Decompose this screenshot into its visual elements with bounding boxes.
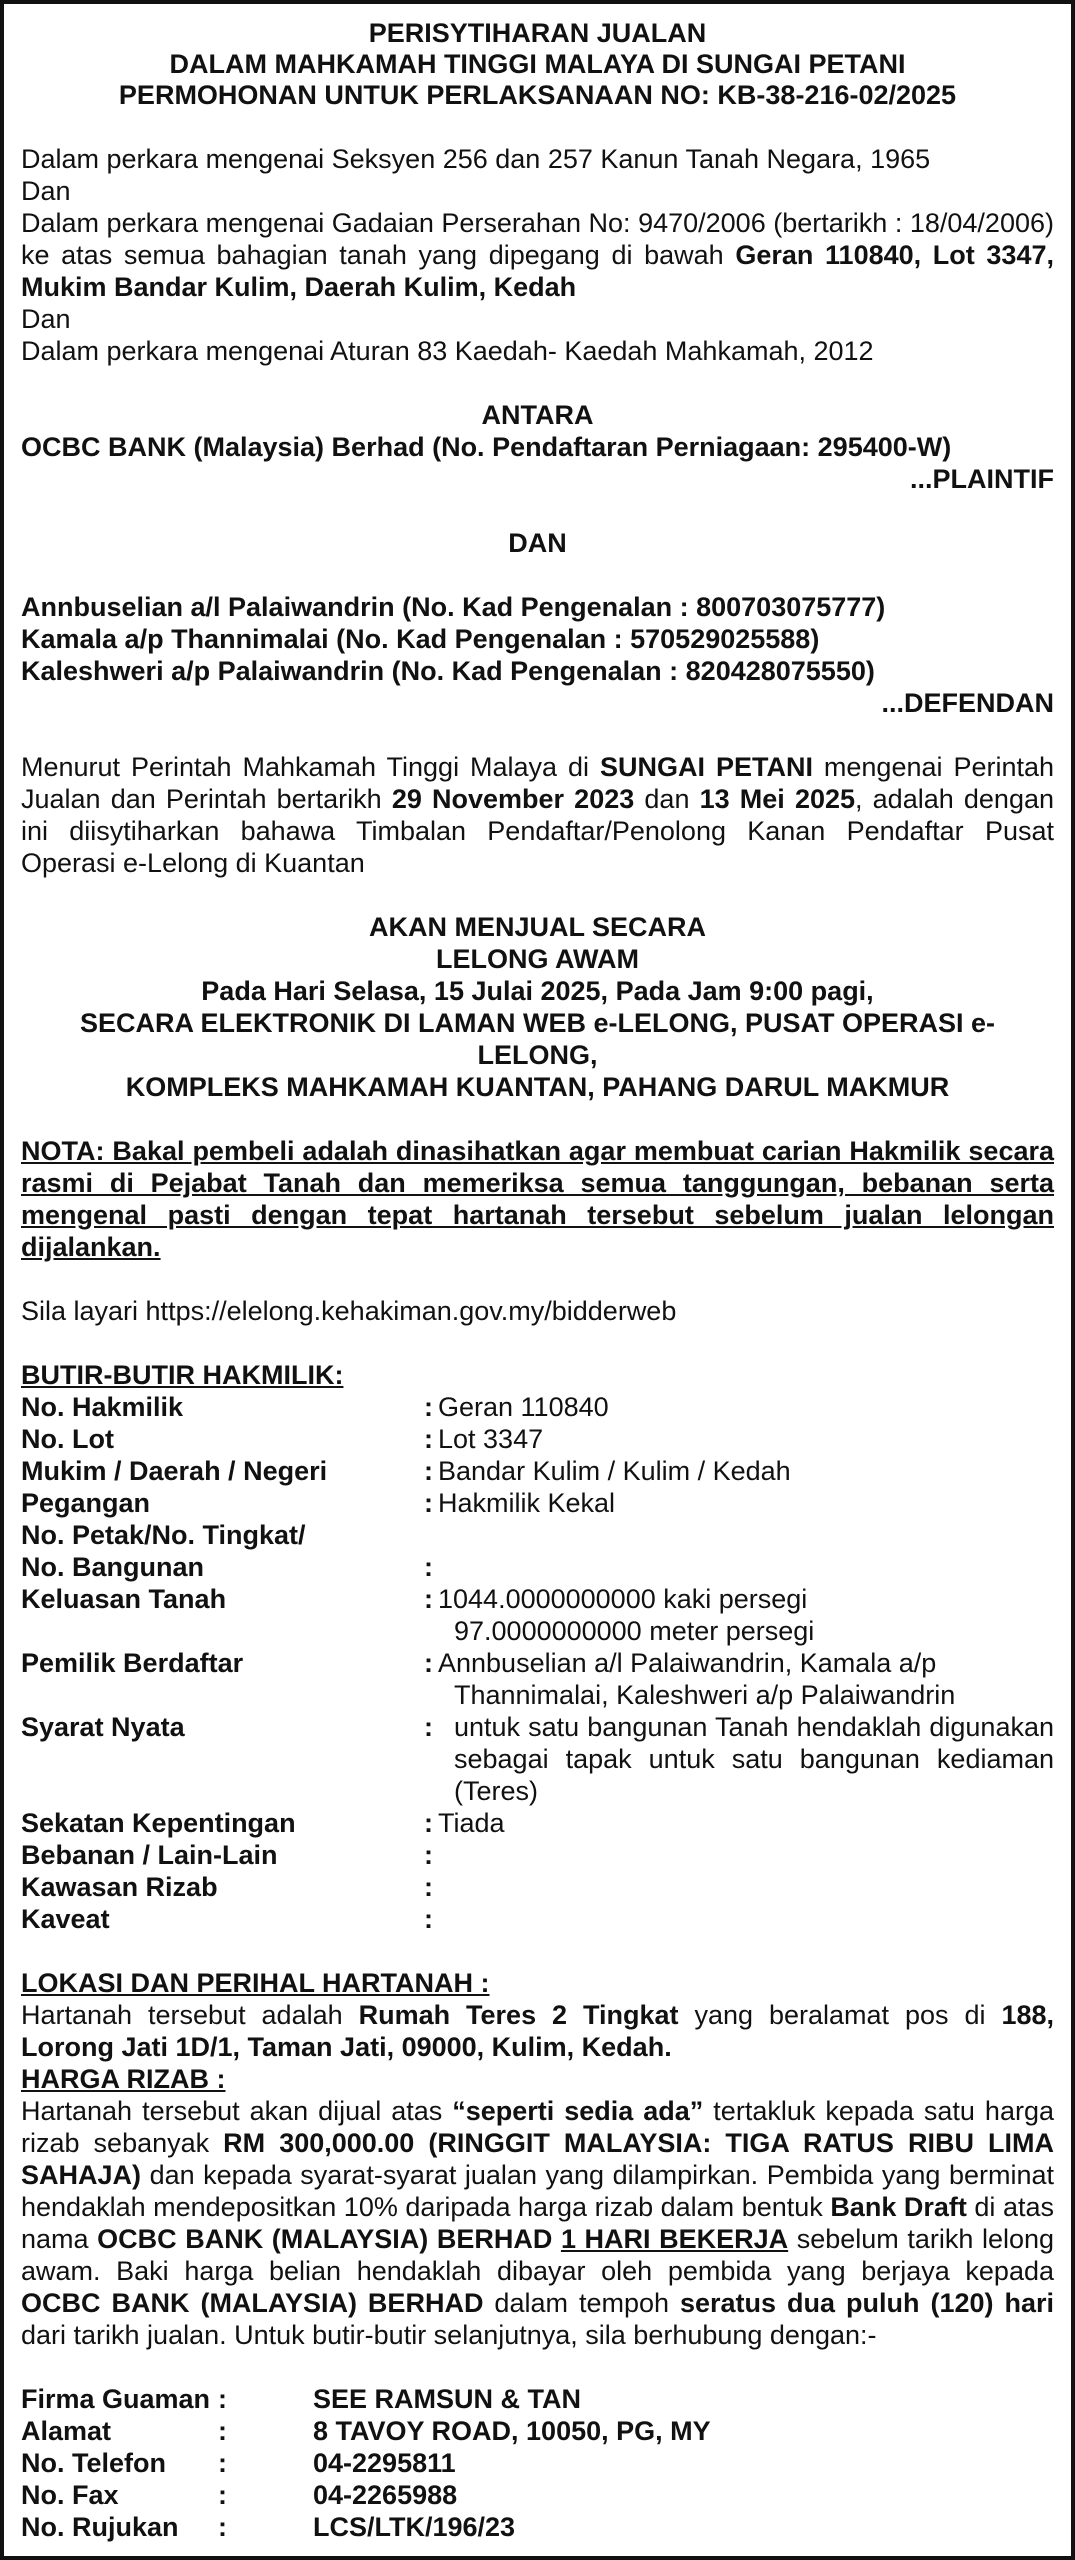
defendant-role: ...DEFENDAN: [881, 688, 1054, 718]
detail-row: Pegangan : Hakmilik Kekal: [21, 1488, 616, 1518]
detail-row: No. Hakmilik : Geran 110840: [21, 1392, 609, 1422]
detail-row: No. Bangunan :: [21, 1552, 433, 1582]
reserve-text: Hartanah tersebut akan dijual atas “seperti sedia ada” tertakluk kepada satu harga rizab sebanyak RM 300,000.00 (RINGGIT MALAYSIA: TIGA RATUS RIBU LIMA SAHAJA) dan kepada syarat-syarat jualan yang dilampirkan. Pembida yang berminat hendaklah mendepositkan 10% daripada harga rizab dalam bentuk Bank Draft di atas nama OCBC BANK (MALAYSIA) BERHAD 1 HARI BEKERJA sebelum tarikh lelong awam. Baki harga belian hendaklah dibayar oleh pembida yang berjaya kepada OCBC BANK (MALAYSIA) BERHAD dalam tempoh seratus dua puluh (120) hari dari tarikh jualan. Untuk butir-butir selanjutnya, sila berhubung dengan:-: [21, 2096, 1055, 2350]
plaintiff-role: ...PLAINTIF: [910, 464, 1054, 494]
header-line-2: DALAM MAHKAMAH TINGGI MALAYA DI SUNGAI PETANI: [169, 49, 906, 79]
order-paragraph: Menurut Perintah Mahkamah Tinggi Malaya di SUNGAI PETANI mengenai Perintah Jualan dan Perintah bertarikh 29 November 2023 dan 13 Mei 2025, adalah dengan ini diisytiharkan bahawa Timbalan Pendaftar/Penolong Kanan Pendaftar Pusat Operasi e-Lelong di Kuantan: [21, 752, 1055, 878]
matters: [21, 143, 1054, 367]
firm-row: No. Telefon : 04-2295811: [21, 2448, 456, 2478]
auction-line-5: KOMPLEKS MAHKAMAH KUANTAN, PAHANG DARUL MAKMUR: [125, 1072, 950, 1102]
auction-line-2: LELONG AWAM: [436, 944, 639, 974]
detail-row: Bebanan / Lain-Lain :: [21, 1840, 433, 1870]
visit-website: Sila layari https://elelong.kehakiman.gov.my/bidderweb: [21, 1296, 677, 1326]
firm-row: No. Fax : 04-2265988: [21, 2480, 458, 2510]
header-line-3: PERMOHONAN UNTUK PERLAKSANAAN NO: KB-38-216-02/2025: [118, 80, 957, 110]
matter-1: Dalam perkara mengenai Seksyen 256 dan 257 Kanun Tanah Negara, 1965: [21, 144, 931, 174]
location-text: Hartanah tersebut adalah Rumah Teres 2 Tingkat yang beralamat pos di 188, Lorong Jati 1D/1, Taman Jati, 09000, Kulim, Kedah.: [21, 2000, 1055, 2062]
plaintiff-name: OCBC BANK (Malaysia) Berhad (No. Pendaftaran Perniagaan: 295400-W): [21, 432, 952, 462]
header: [21, 18, 1054, 111]
location-section: [21, 1967, 1054, 2063]
matter-3: Dalam perkara mengenai Aturan 83 Kaedah- Kaedah Mahkamah, 2012: [21, 336, 874, 366]
dan-1: Dan: [21, 176, 71, 206]
auction-details: [21, 911, 1054, 1103]
detail-row: Mukim / Daerah / Negeri : Bandar Kulim / Kulim / Kedah: [21, 1456, 791, 1486]
matter-2: Dalam perkara mengenai Gadaian Perserahan No: 9470/2006 (bertarikh : 18/04/2006) ke atas semua bahagian tanah yang dipegang di bawah Geran 110840, Lot 3347, Mukim Bandar Kulim, Daerah Kulim, Kedah: [21, 208, 1054, 302]
firm-row: Alamat : 8 TAVOY ROAD, 10050, PG, MY: [21, 2416, 711, 2446]
defendant-1: Annbuselian a/l Palaiwandrin (No. Kad Pengenalan : 800703075777): [21, 592, 886, 622]
detail-row: Syarat Nyata : untuk satu bangunan Tanah hendaklah digunakan sebagai tapak untuk satu bangunan kediaman (Teres): [21, 1712, 1054, 1806]
detail-row: No. Lot : Lot 3347: [21, 1424, 544, 1454]
reserve-heading: HARGA RIZAB :: [21, 2064, 226, 2094]
defendant-2: Kamala a/p Thannimalai (No. Kad Pengenalan : 570529025588): [21, 624, 820, 654]
law-firm-details: [21, 2383, 1054, 2543]
auction-line-3: Pada Hari Selasa, 15 Julai 2025, Pada Jam 9:00 pagi,: [201, 976, 874, 1006]
detail-row: Kaveat :: [21, 1904, 433, 1934]
firm-row: No. Rujukan : LCS/LTK/196/23: [21, 2512, 516, 2542]
header-line-1: PERISYTIHARAN JUALAN: [368, 18, 707, 48]
antara-heading: ANTARA: [481, 400, 594, 430]
title-details: [21, 1359, 1054, 1935]
defendant-3: Kaleshweri a/p Palaiwandrin (No. Kad Pengenalan : 820428075550): [21, 656, 875, 686]
detail-row: Kawasan Rizab :: [21, 1872, 433, 1902]
dan-heading: DAN: [508, 528, 567, 558]
detail-row: Pemilik Berdaftar : Annbuselian a/l Palaiwandrin, Kamala a/p Thannimalai, Kaleshweri a/p Palaiwandrin: [21, 1648, 956, 1710]
dan-2: Dan: [21, 304, 71, 334]
auction-line-4: SECARA ELEKTRONIK DI LAMAN WEB e-LELONG, PUSAT OPERASI e-LELONG,: [79, 1008, 996, 1070]
detail-row: No. Petak/No. Tingkat/: [21, 1520, 306, 1550]
detail-row: Keluasan Tanah : 1044.0000000000 kaki persegi 97.0000000000 meter persegi: [21, 1584, 815, 1646]
title-details-heading: BUTIR-BUTIR HAKMILIK:: [21, 1360, 344, 1390]
auction-line-1: AKAN MENJUAL SECARA: [368, 912, 707, 942]
reserve-section: [21, 2063, 1054, 2351]
buyer-note: NOTA: Bakal pembeli adalah dinasihatkan agar membuat carian Hakmilik secara rasmi di Pejabat Tanah dan memeriksa semua tanggungan, bebanan serta mengenal pasti dengan tepat hartanah tersebut sebelum jualan lelongan dijalankan.: [21, 1136, 1054, 1262]
location-heading: LOKASI DAN PERIHAL HARTANAH :: [21, 1968, 490, 1998]
firm-row: Firma Guaman : SEE RAMSUN & TAN: [21, 2384, 582, 2414]
detail-row: Sekatan Kepentingan : Tiada: [21, 1808, 505, 1838]
parties: [21, 399, 1054, 719]
